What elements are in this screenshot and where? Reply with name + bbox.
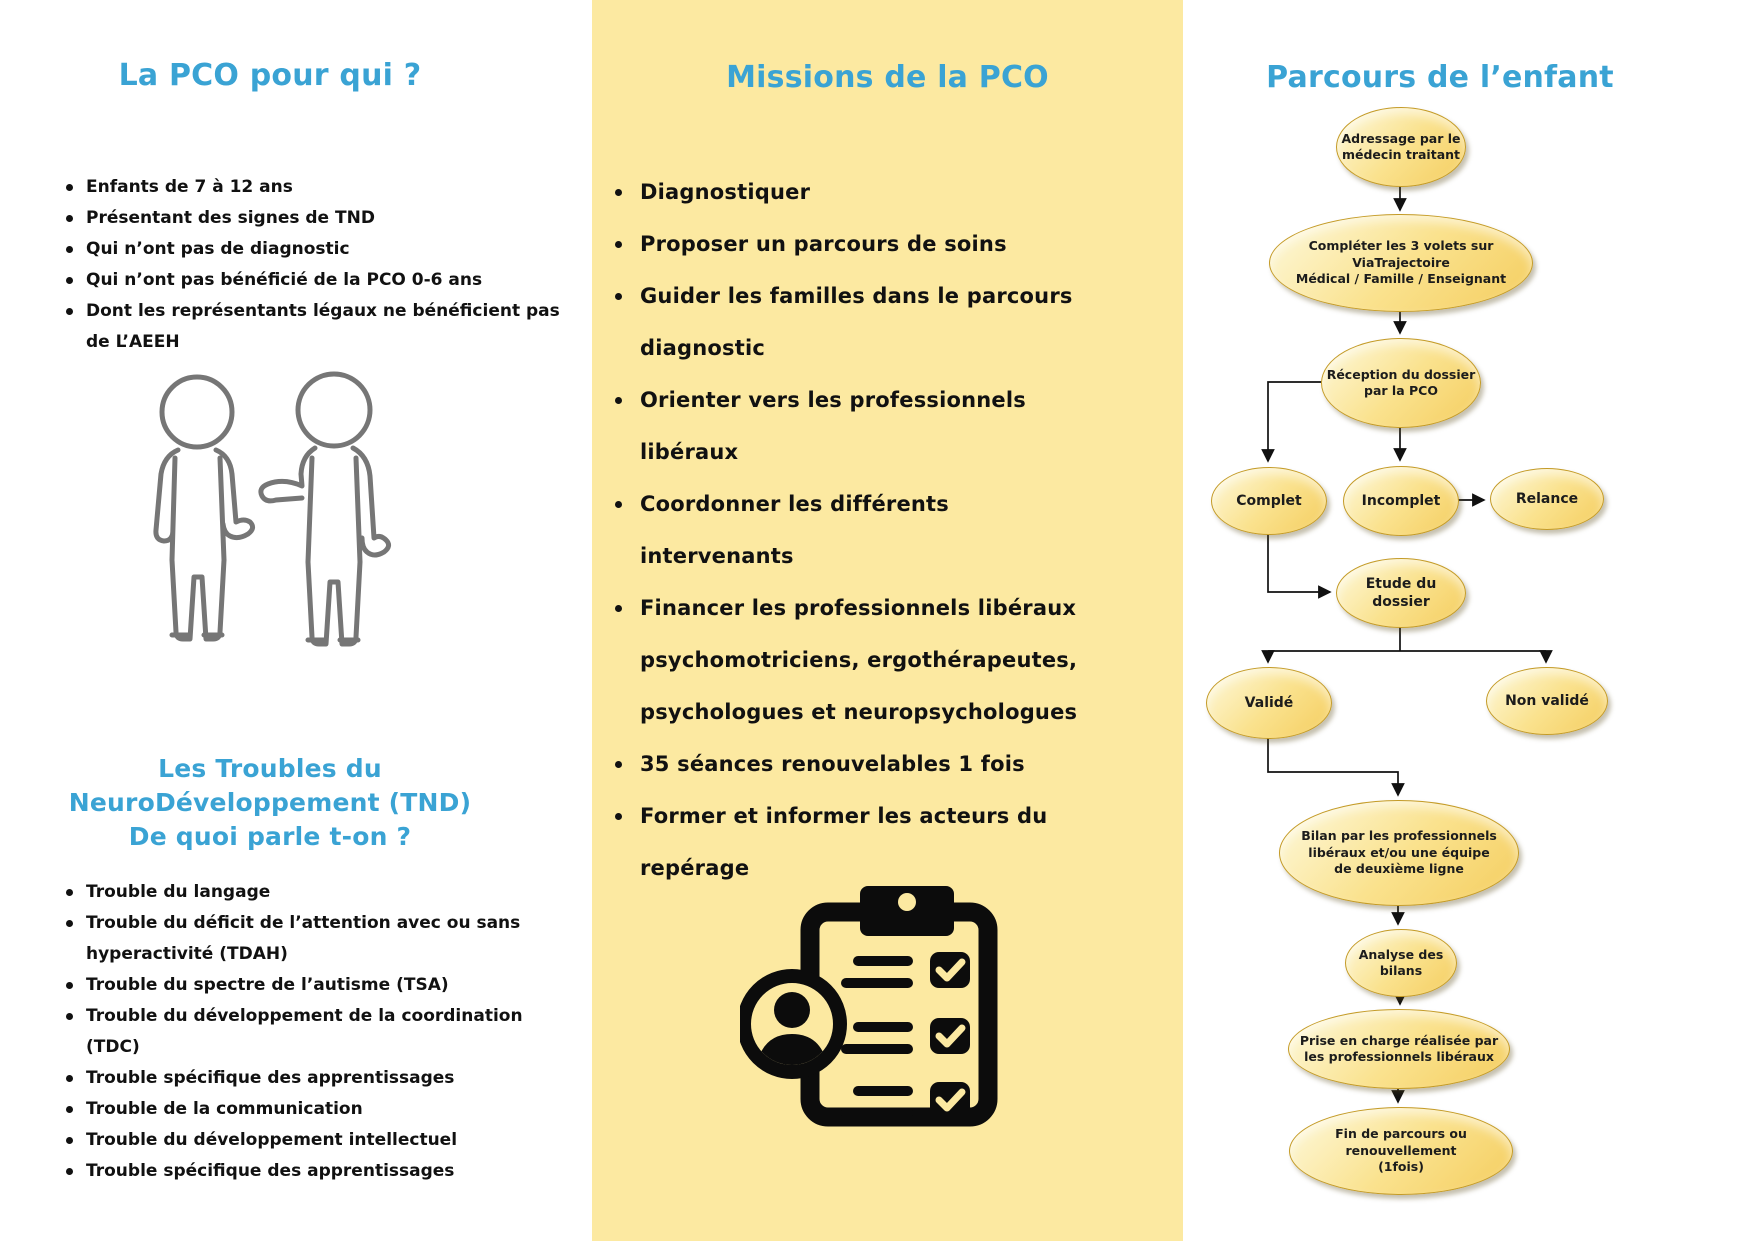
flow-node-reception xyxy=(1321,338,1481,428)
node-text: médecin traitant xyxy=(1341,147,1461,162)
node-text: Réception du dossier xyxy=(1326,366,1476,382)
tnd-subtitle-line2: De quoi parle t-on ? xyxy=(128,822,412,851)
list-item: 35 séances renouvelables 1 fois xyxy=(610,738,1088,790)
list-item: Guider les familles dans le parcours diagnostic xyxy=(610,270,1088,374)
node-text: libéraux et/ou une équipe xyxy=(1308,844,1490,860)
middle-panel-title: Missions de la PCO xyxy=(726,60,1049,95)
node-text: Complet xyxy=(1236,492,1302,509)
flow-node-completer xyxy=(1269,214,1533,312)
node-text: Incomplet xyxy=(1361,492,1441,509)
list-item: Financer les professionnels libéraux psychomotriciens, ergothérapeutes, psychologues et neuropsychologues xyxy=(610,582,1088,738)
node-text: Etude du dossier xyxy=(1365,575,1437,610)
pco-eligibility-list xyxy=(62,172,567,358)
flow-node-relance xyxy=(1490,468,1604,530)
right-panel-title: Parcours de l’enfant xyxy=(1266,60,1614,95)
list-item: Trouble du spectre de l’autisme (TSA) xyxy=(62,970,567,1001)
list-item: Trouble spécifique des apprentissages xyxy=(62,1063,567,1094)
node-text: par la PCO xyxy=(1364,383,1438,398)
node-text: Prise en charge réalisée par xyxy=(1299,1032,1499,1048)
list-item: Proposer un parcours de soins xyxy=(610,218,1088,270)
node-text: bilans xyxy=(1379,963,1423,978)
list-item: Qui n’ont pas bénéficié de la PCO 0-6 ans xyxy=(62,265,567,296)
node-text: Compléter les 3 volets sur xyxy=(1308,238,1494,254)
clipboard-checklist-icon xyxy=(740,882,1010,1136)
left-panel-title: La PCO pour qui ? xyxy=(118,58,422,93)
list-item: Orienter vers les professionnels libéraux xyxy=(610,374,1088,478)
flow-node-nonvalide xyxy=(1486,667,1608,735)
list-item: Trouble du développement de la coordination (TDC) xyxy=(62,1001,567,1063)
list-item: Trouble de la communication xyxy=(62,1094,567,1125)
flow-node-fin-de-parcours xyxy=(1289,1107,1513,1195)
flow-node-valide xyxy=(1206,667,1332,739)
node-text: Relance xyxy=(1515,490,1579,507)
node-text: de deuxième ligne xyxy=(1334,861,1464,877)
list-item: Coordonner les différents intervenants xyxy=(610,478,1088,582)
list-item: Diagnostiquer xyxy=(610,166,1088,218)
list-item: Trouble du développement intellectuel xyxy=(62,1125,567,1156)
list-item: Présentant des signes de TND xyxy=(62,203,567,234)
node-text: (1fois) xyxy=(1378,1159,1424,1175)
list-item: Enfants de 7 à 12 ans xyxy=(62,172,567,203)
flow-node-incomplet xyxy=(1343,466,1459,536)
pco-missions-list xyxy=(610,166,1088,894)
node-text: Non validé xyxy=(1505,692,1589,709)
flow-node-complet xyxy=(1211,467,1327,535)
node-text: renouvellement xyxy=(1345,1142,1457,1158)
flow-node-prise-en-charge xyxy=(1288,1009,1510,1089)
two-people-talking-illustration xyxy=(112,362,412,671)
node-text: Validé xyxy=(1244,694,1294,711)
tnd-subtitle xyxy=(0,752,540,854)
list-item: Dont les représentants légaux ne bénéficient pas de L’AEEH xyxy=(62,296,567,358)
tnd-troubles-list xyxy=(62,877,567,1187)
tnd-subtitle-line1: Les Troubles du NeuroDéveloppement (TND) xyxy=(68,754,472,817)
flow-node-adressage xyxy=(1336,107,1466,187)
list-item: Qui n’ont pas de diagnostic xyxy=(62,234,567,265)
node-text: Bilan par les professionnels xyxy=(1301,828,1497,844)
flow-node-bilan xyxy=(1279,800,1519,906)
list-item: Trouble du déficit de l’attention avec ou sans hyperactivité (TDAH) xyxy=(62,908,567,970)
list-item: Former et informer les acteurs du repérage xyxy=(610,790,1088,894)
node-text: Adressage par le xyxy=(1341,130,1461,146)
node-text: les professionnels libéraux xyxy=(1304,1049,1494,1064)
node-text: ViaTrajectoire xyxy=(1352,254,1450,270)
node-text: Fin de parcours ou xyxy=(1335,1126,1467,1142)
flow-node-analyse xyxy=(1345,929,1457,997)
list-item: Trouble spécifique des apprentissages xyxy=(62,1156,567,1187)
flow-node-etude xyxy=(1336,558,1466,628)
node-text: Analyse des xyxy=(1358,946,1444,962)
node-text: Médical / Famille / Enseignant xyxy=(1295,271,1507,287)
list-item: Trouble du langage xyxy=(62,877,567,908)
